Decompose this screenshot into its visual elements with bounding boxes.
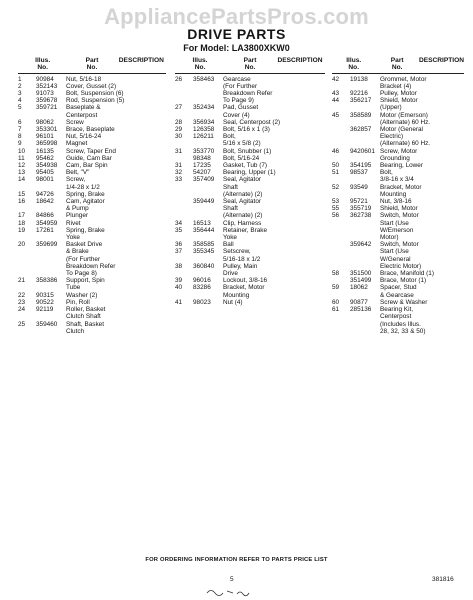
part-row (18, 277, 166, 291)
illus-number: 33 (175, 176, 183, 184)
illus-number: 31 (175, 147, 183, 155)
part-number: 18062 (350, 284, 368, 292)
part-number: 94726 (36, 190, 54, 198)
illus-number: 22 (18, 291, 26, 299)
part-description: Bearing, Lower (380, 162, 423, 170)
part-row (332, 277, 464, 284)
part-row (18, 169, 166, 176)
illus-number: 19 (18, 226, 26, 234)
part-number: 362857 (350, 126, 372, 134)
page-title: DRIVE PARTS (187, 26, 286, 42)
illus-number: 11 (18, 154, 25, 162)
part-description: Brace, Motor (1) (380, 277, 427, 285)
part-description: Cam, Bar Spin (66, 162, 108, 170)
part-number: 16135 (36, 147, 54, 155)
illus-number: 31 (175, 162, 183, 170)
illus-number: 53 (332, 198, 340, 206)
illus-number: 59 (332, 284, 340, 292)
part-number: 90984 (36, 75, 54, 83)
part-number: 354959 (36, 219, 58, 227)
illus-number: 50 (332, 162, 340, 170)
illus-number: 55 (332, 205, 340, 213)
part-number: 285136 (350, 306, 372, 314)
part-number: 93549 (350, 183, 368, 191)
illus-number: 8 (18, 133, 22, 141)
part-description: Screw (66, 118, 84, 126)
part-row (18, 306, 166, 320)
part-row (175, 148, 325, 155)
part-number: 96016 (193, 277, 211, 285)
part-number: 356934 (193, 118, 215, 126)
part-number: 362738 (350, 212, 372, 220)
part-number: 126211 (193, 133, 214, 141)
parts-list (332, 76, 464, 335)
part-row (332, 169, 464, 183)
part-description: Switch, Motor Start (Use W/General Electric Motor) (380, 241, 422, 270)
part-row (175, 248, 325, 262)
part-row (175, 133, 325, 147)
part-description: Nut, 3/8-16 (380, 198, 412, 206)
illus-number: 32 (175, 169, 183, 177)
illus-number: 39 (175, 277, 183, 285)
part-description: Basket Drive & Brake (For Further Breakdown Refer To Page 8) (66, 241, 116, 278)
ordering-note: FOR ORDERING INFORMATION REFER TO PARTS PRICE LIST (145, 557, 328, 563)
column-header (18, 58, 166, 74)
illus-number: 38 (175, 262, 183, 270)
part-row (18, 299, 166, 306)
part-description: Seal, Centerpost (2) (223, 118, 281, 126)
part-description: Lockout, 3/8-16 (223, 277, 268, 285)
header-description: DESCRIPTION (118, 57, 164, 64)
illus-number: 18 (18, 219, 26, 227)
illus-number: 5 (18, 104, 22, 112)
part-description: Spring, Brake (66, 190, 105, 198)
illus-number: 2 (18, 82, 22, 90)
part-number: 98537 (350, 169, 368, 177)
part-description: Pulley, Main Drive (223, 262, 258, 278)
illus-number: 44 (332, 97, 340, 105)
part-description: Belt, "V" (66, 169, 90, 177)
part-row (332, 241, 464, 270)
illus-number: 4 (18, 97, 22, 105)
part-row (332, 97, 464, 111)
part-row (332, 198, 464, 205)
part-row (18, 90, 166, 97)
header-part: Part No. (243, 57, 257, 71)
part-number: 359721 (36, 104, 58, 112)
part-number: 84866 (36, 212, 54, 220)
illus-number: 30 (175, 133, 183, 141)
part-description: Grommet, Motor Bracket (4) (380, 75, 427, 90)
part-number: 355345 (193, 248, 215, 256)
part-description: Bearing Kit, Centerpost (Includes Illus. 28, 32, 33 & 50) (380, 306, 426, 335)
illus-number: 20 (18, 241, 26, 249)
part-description: Shield, Motor (Upper) (380, 97, 418, 112)
part-row (18, 176, 166, 190)
part-description: Motor (General Electric) (Alternate) 60 Hz. (380, 126, 431, 148)
part-number: 353301 (36, 126, 58, 134)
part-description: Motor (Emerson) (Alternate) 60 Hz. (380, 111, 431, 126)
part-number: 358463 (193, 75, 215, 83)
part-number: 353770 (193, 147, 215, 155)
part-description: Pad, Gusset Cover (4) (223, 104, 259, 119)
illus-number: 28 (175, 118, 183, 126)
page-number: 5 (230, 576, 234, 583)
part-row (175, 299, 325, 306)
part-number: 357409 (193, 176, 215, 184)
part-description: Screw, Taper End (66, 147, 116, 155)
illus-number: 42 (332, 75, 340, 83)
part-row (332, 184, 464, 198)
illus-number: 40 (175, 284, 183, 292)
part-number: 358589 (350, 111, 372, 119)
part-row (332, 90, 464, 97)
illus-number: 26 (175, 75, 183, 83)
part-row (175, 227, 325, 241)
part-description: Bolt, 5/16-24 (223, 154, 260, 162)
illus-number: 34 (175, 219, 183, 227)
part-row (18, 321, 166, 335)
part-description: Rod, Suspension (5) (66, 97, 125, 105)
part-row (332, 299, 464, 306)
part-row (18, 133, 166, 140)
part-number: 358585 (193, 241, 215, 249)
part-number: 98062 (36, 118, 54, 126)
part-description: Plunger (66, 212, 89, 220)
part-number: 18642 (36, 198, 54, 206)
illus-number: 6 (18, 118, 22, 126)
part-number: 98023 (193, 298, 211, 306)
illus-number (332, 277, 350, 284)
header-illus: Illus. No. (35, 57, 51, 71)
illus-number: 43 (332, 90, 340, 97)
part-description: Bolt, Suspension (6) (66, 90, 124, 97)
illus-number: 52 (332, 183, 340, 191)
part-row (332, 205, 464, 212)
part-number: 359460 (36, 320, 58, 328)
illus-number: 36 (175, 241, 183, 249)
part-description: Bolt, Snubber (1) (223, 147, 272, 155)
part-description: Gearcase (For Further Breakdown Refer To Page 9) (223, 75, 273, 105)
part-number: 90877 (350, 298, 368, 306)
part-row (18, 104, 166, 118)
part-row (18, 83, 166, 90)
part-description: Bracket, Motor Mounting (380, 183, 422, 198)
part-number: 95405 (36, 169, 54, 177)
parts-list (175, 76, 325, 307)
part-number: 352143 (36, 82, 58, 90)
part-number: 126358 (193, 126, 215, 134)
part-row (175, 76, 325, 105)
header-description: DESCRIPTION (418, 57, 464, 64)
part-description: Retainer, Brake Yoke (223, 226, 268, 242)
part-description: Magnet (66, 140, 88, 148)
part-description: Guide, Cam Bar (66, 154, 112, 162)
part-number: 17261 (36, 226, 54, 234)
part-number: 354938 (36, 162, 58, 170)
part-description: Bolt, 5/16 x 5/8 (2) (223, 133, 261, 148)
part-description: Setscrew, 5/16-18 x 1/2 (223, 248, 261, 263)
part-description: Brace, Manifold (1) (380, 270, 434, 278)
part-row (18, 220, 166, 227)
part-row (18, 97, 166, 104)
part-number: 91073 (36, 90, 54, 97)
part-number: 359642 (350, 241, 372, 249)
illus-number: 24 (18, 306, 26, 314)
illus-number: 45 (332, 111, 340, 119)
part-number: 360840 (193, 262, 215, 270)
part-description: Bracket, Motor Mounting (223, 284, 265, 299)
part-number: 98348 (193, 154, 211, 162)
parts-column-2 (175, 58, 325, 306)
part-row (18, 126, 166, 133)
part-description: Pulley, Motor (380, 90, 417, 97)
illus-number: 10 (18, 147, 26, 155)
illus-number: 61 (332, 306, 340, 314)
part-number: 352434 (193, 104, 215, 112)
illus-number: 58 (332, 270, 340, 278)
part-row (18, 241, 166, 277)
model-subtitle: For Model: LA3800XKW0 (183, 43, 290, 53)
part-description: Roller, Basket Clutch Shaft (66, 306, 106, 321)
part-number: 95721 (350, 198, 368, 206)
part-row (332, 148, 464, 162)
illus-number: 13 (18, 169, 26, 177)
part-number: 92216 (350, 90, 368, 97)
document-code: 381816 (432, 576, 454, 583)
illus-number: 14 (18, 176, 26, 184)
part-description: Gasket, Tub (7) (223, 162, 268, 170)
part-row (18, 155, 166, 162)
part-number: 359678 (36, 97, 58, 105)
illus-number: 41 (175, 298, 183, 306)
part-description: Shaft, Basket Clutch (66, 320, 105, 335)
part-row (18, 198, 166, 212)
illus-number: 35 (175, 226, 183, 234)
part-row (18, 292, 166, 299)
parts-column-1 (18, 58, 166, 335)
column-header (332, 58, 464, 74)
illus-number (332, 241, 350, 270)
part-description: Spacer, Stud & Gearcase (380, 284, 417, 299)
part-row (175, 198, 325, 220)
part-description: Shield, Motor (380, 205, 418, 213)
part-row (175, 263, 325, 277)
part-number: 90315 (36, 291, 54, 299)
header-illus: Illus. No. (346, 57, 362, 71)
part-row (175, 104, 325, 118)
part-description: Washer (2) (66, 291, 98, 299)
part-description: Rivet (66, 219, 81, 227)
illus-number: 56 (332, 212, 340, 220)
illus-number (175, 198, 193, 220)
part-number: 54207 (193, 169, 211, 177)
header-part: Part No. (85, 57, 99, 71)
part-row (175, 126, 325, 133)
part-row (18, 162, 166, 169)
illus-number: 37 (175, 248, 183, 256)
column-header (175, 58, 325, 74)
part-description: Nut, 5/16-24 (66, 133, 102, 141)
part-row (332, 306, 464, 335)
header-illus: Illus. No. (192, 57, 208, 71)
part-number: 359449 (193, 198, 215, 206)
part-row (175, 119, 325, 126)
handwritten-mark (205, 585, 255, 597)
part-row (175, 176, 325, 198)
part-row (175, 155, 325, 162)
part-description: Switch, Motor Start (Use W/Emerson Motor) (380, 212, 419, 242)
part-row (175, 277, 325, 284)
illus-number: 27 (175, 104, 183, 112)
part-description: Cover, Gusset (2) (66, 82, 117, 90)
illus-number (332, 126, 350, 148)
part-row (18, 119, 166, 126)
part-number: 358386 (36, 277, 58, 285)
illus-number: 29 (175, 126, 183, 134)
part-number: 90522 (36, 298, 54, 306)
illus-number: 17 (18, 212, 26, 220)
part-row (18, 148, 166, 155)
part-number: 95462 (36, 154, 54, 162)
illus-number: 16 (18, 198, 26, 206)
part-description: Cam, Agitator & Pump (66, 198, 105, 213)
part-row (332, 112, 464, 126)
part-description: Bolt, 3/8-16 x 3/4 (380, 169, 414, 184)
part-number: 9420601 (350, 147, 375, 155)
part-number: 16513 (193, 219, 211, 227)
illus-number: 21 (18, 277, 26, 285)
part-number: 92119 (36, 306, 54, 314)
part-number: 355719 (350, 205, 372, 213)
illus-number: 25 (18, 320, 26, 328)
part-row (332, 76, 464, 90)
part-row (175, 162, 325, 169)
part-description: Bearing, Upper (1) (223, 169, 276, 177)
part-number: 354195 (350, 162, 372, 170)
part-description: Brace, Baseplate (66, 126, 115, 134)
watermark: AppliancePartsPros.com (104, 4, 369, 29)
part-row (175, 169, 325, 176)
parts-list (18, 76, 166, 335)
part-number: 96101 (36, 133, 54, 141)
part-number: 356444 (193, 226, 215, 234)
illus-number: 1 (18, 75, 22, 83)
part-description: Nut (4) (223, 298, 243, 306)
part-row (18, 212, 166, 219)
part-row (332, 162, 464, 169)
part-description: Spring, Brake Yoke (66, 226, 105, 242)
part-description: Seal, Agitator Shaft (Alternate) (2) (223, 198, 263, 220)
part-row (332, 212, 464, 241)
part-number: 351500 (350, 270, 372, 278)
part-row (175, 220, 325, 227)
part-row (332, 284, 464, 298)
part-row (175, 241, 325, 248)
part-number: 83286 (193, 284, 211, 292)
part-number: 19138 (350, 75, 368, 83)
part-description: Screw, Motor Grounding (380, 147, 418, 162)
part-number: 17235 (193, 162, 211, 170)
part-row (332, 270, 464, 277)
part-description: Bolt, 5/16 x 1 (3) (223, 126, 270, 134)
part-row (175, 284, 325, 298)
part-description: Screw & Washer (380, 298, 428, 306)
part-description: Seal, Agitator Shaft (Alternate) (2) (223, 176, 263, 198)
illus-number (175, 155, 193, 162)
illus-number: 7 (18, 126, 22, 134)
part-row (18, 76, 166, 83)
illus-number: 51 (332, 169, 340, 177)
part-number: 365998 (36, 140, 58, 148)
part-number: 98001 (36, 176, 54, 184)
part-description: Ball (223, 241, 234, 249)
part-description: Pin, Roll (66, 298, 90, 306)
part-number: 351499 (350, 277, 372, 285)
part-number: 359699 (36, 241, 58, 249)
header-description: DESCRIPTION (277, 57, 323, 64)
illus-number: 3 (18, 90, 22, 97)
part-number: 356217 (350, 97, 372, 105)
part-row (18, 227, 166, 241)
part-row (332, 126, 464, 148)
parts-column-3 (332, 58, 464, 335)
illus-number: 23 (18, 298, 26, 306)
illus-number: 15 (18, 190, 26, 198)
part-description: Support, Spin Tube (66, 277, 105, 292)
part-description: Nut, 5/16-18 (66, 75, 102, 83)
part-row (18, 191, 166, 198)
illus-number: 46 (332, 147, 340, 155)
part-description: Clip, Harness (223, 219, 262, 227)
illus-number: 9 (18, 140, 22, 148)
illus-number: 60 (332, 298, 340, 306)
illus-number: 12 (18, 162, 26, 170)
part-description: Screw, 1/4-28 x 1/2 (66, 176, 100, 191)
header-part: Part No. (390, 57, 404, 71)
part-description: Baseplate & Centerpost (66, 104, 101, 119)
part-row (18, 140, 166, 147)
